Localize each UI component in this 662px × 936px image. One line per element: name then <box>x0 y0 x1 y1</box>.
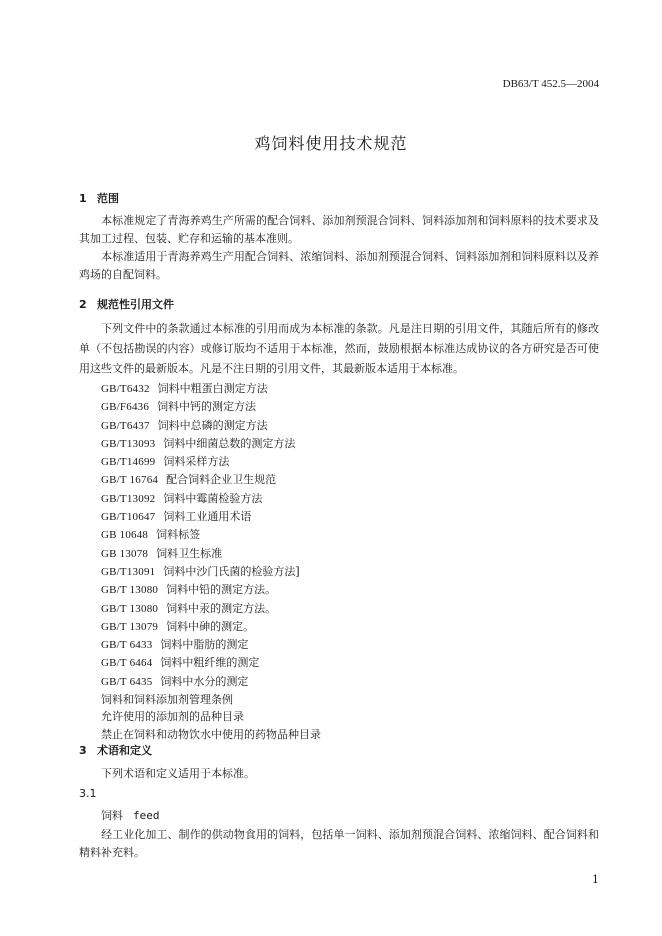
section-title: 规范性引用文件 <box>97 298 174 311</box>
section-3-heading <box>79 742 152 758</box>
reference-title: 禁止在饲料和动物饮水中使用的药物品种目录 <box>101 727 321 741</box>
reference-item <box>101 453 321 471</box>
reference-title: 饲料中总磷的测定方法 <box>157 418 268 432</box>
section-title: 范围 <box>97 192 119 205</box>
reference-list <box>101 380 321 743</box>
reference-item <box>101 545 321 563</box>
reference-title: 饲料中沙门氏菌的检验方法] <box>163 564 300 578</box>
reference-code: GB/T 6433 <box>101 639 153 652</box>
reference-code: GB/T13093 <box>101 437 156 450</box>
reference-title: 饲料和饲料添加剂管理条例 <box>101 693 233 707</box>
section-2-intro <box>79 319 599 379</box>
reference-title: 饲料中粗蛋白测定方法 <box>157 382 268 395</box>
section-number: 3 <box>79 744 87 757</box>
reference-item <box>101 691 321 708</box>
reference-item <box>101 654 321 672</box>
reference-title: 配合饲料企业卫生规范 <box>166 473 277 487</box>
reference-item <box>101 526 321 544</box>
reference-code: GB/T6437 <box>101 419 150 432</box>
reference-item <box>101 435 321 453</box>
reference-code: GB/T 6435 <box>101 675 153 688</box>
reference-item <box>101 490 321 508</box>
page-title: 鸡饲料使用技术规范 <box>254 134 408 153</box>
reference-code: GB 10648 <box>101 529 149 542</box>
paragraph-text: 下列文件中的条款通过本标准的引用而成为本标准的条款。凡是注日期的引用文件，其随后所有的修改单（不包括勘误的内容）或修订版均不适用于本标准，然而，鼓励根据本标准达成协议的各方研究是否可使用这些文件的最新版本。凡是不注日期的引用文件，其最新版本适用于本标准。 <box>79 322 599 375</box>
reference-item <box>101 708 321 725</box>
term-chinese: 饲料 <box>101 809 123 822</box>
reference-item <box>101 673 321 691</box>
reference-code: GB/T13092 <box>101 492 156 505</box>
reference-title: 饲料工业通用术语 <box>163 510 252 524</box>
reference-item <box>101 380 321 398</box>
reference-title: 饲料中粗纤维的测定 <box>160 656 260 670</box>
section-1-paragraph-1 <box>79 212 599 248</box>
reference-item <box>101 508 321 526</box>
paragraph-text: 本标准规定了青海养鸡生产所需的配合饲料、添加剂预混合饲料、饲料添加剂和饲料原料的技术要求及其加工过程、包装、贮存和运输的基本准则。 <box>79 214 599 245</box>
reference-item <box>101 471 321 489</box>
reference-code: GB/T 13079 <box>101 620 159 633</box>
reference-code: GB/T 6464 <box>101 657 153 670</box>
reference-code: GB/T10647 <box>101 511 156 524</box>
term-english: feed <box>133 809 160 822</box>
section-1-heading <box>79 190 119 206</box>
reference-code: GB/F6436 <box>101 401 150 414</box>
reference-code: GB/T6432 <box>101 383 150 395</box>
reference-code: GB/T13091 <box>101 565 156 578</box>
reference-title: 饲料中铅的测定方法。 <box>166 583 277 597</box>
reference-item <box>101 600 321 618</box>
reference-code: GB/T 13080 <box>101 584 159 597</box>
reference-title: 饲料卫生标准 <box>156 546 223 560</box>
reference-title: 饲料采样方法 <box>163 455 230 469</box>
reference-title: 饲料中汞的测定方法。 <box>166 601 277 615</box>
paragraph-text: 经工业化加工、制作的供动物食用的饲料，包括单一饲料、添加剂预混合饲料、浓缩饲料、配合饲料和精料补充料。 <box>79 828 599 859</box>
page-number: 1 <box>592 873 599 886</box>
subsection-number: 3.1 <box>79 787 97 800</box>
section-number: 2 <box>79 298 87 311</box>
reference-code: GB/T 16764 <box>101 474 159 487</box>
reference-title: 饲料中霉菌检验方法 <box>163 491 263 505</box>
section-1-paragraph-2 <box>79 248 599 284</box>
reference-item <box>101 563 321 581</box>
document-number: DB63/T 452.5—2004 <box>502 78 599 90</box>
reference-item <box>101 581 321 599</box>
reference-code: GB/T14699 <box>101 456 156 469</box>
section-title: 术语和定义 <box>97 744 152 757</box>
reference-item <box>101 417 321 435</box>
term-definition <box>79 826 599 862</box>
section-2-heading <box>79 296 174 312</box>
reference-title: 饲料标签 <box>156 528 201 542</box>
reference-code: GB 13078 <box>101 547 149 560</box>
reference-title: 饲料中脂肪的测定 <box>160 638 249 652</box>
reference-item <box>101 398 321 416</box>
reference-title: 饲料中钙的测定方法 <box>157 400 257 414</box>
reference-code: GB/T 13080 <box>101 602 159 615</box>
paragraph-text: 下列术语和定义适用于本标准。 <box>101 767 255 780</box>
term-entry <box>101 807 160 823</box>
section-3-intro <box>79 765 599 783</box>
reference-title: 允许使用的添加剂的品种目录 <box>101 710 244 724</box>
reference-title: 饲料中砷的测定。 <box>166 619 255 633</box>
reference-title: 饲料中细菌总数的测定方法 <box>163 436 296 450</box>
section-number: 1 <box>79 192 87 205</box>
reference-item <box>101 618 321 636</box>
reference-item <box>101 726 321 743</box>
reference-item <box>101 636 321 654</box>
reference-title: 饲料中水分的测定 <box>160 674 249 688</box>
paragraph-text: 本标准适用于青海养鸡生产用配合饲料、浓缩饲料、添加剂预混合饲料、饲料添加剂和饲料原料以及养鸡场的自配饲料。 <box>79 250 599 281</box>
